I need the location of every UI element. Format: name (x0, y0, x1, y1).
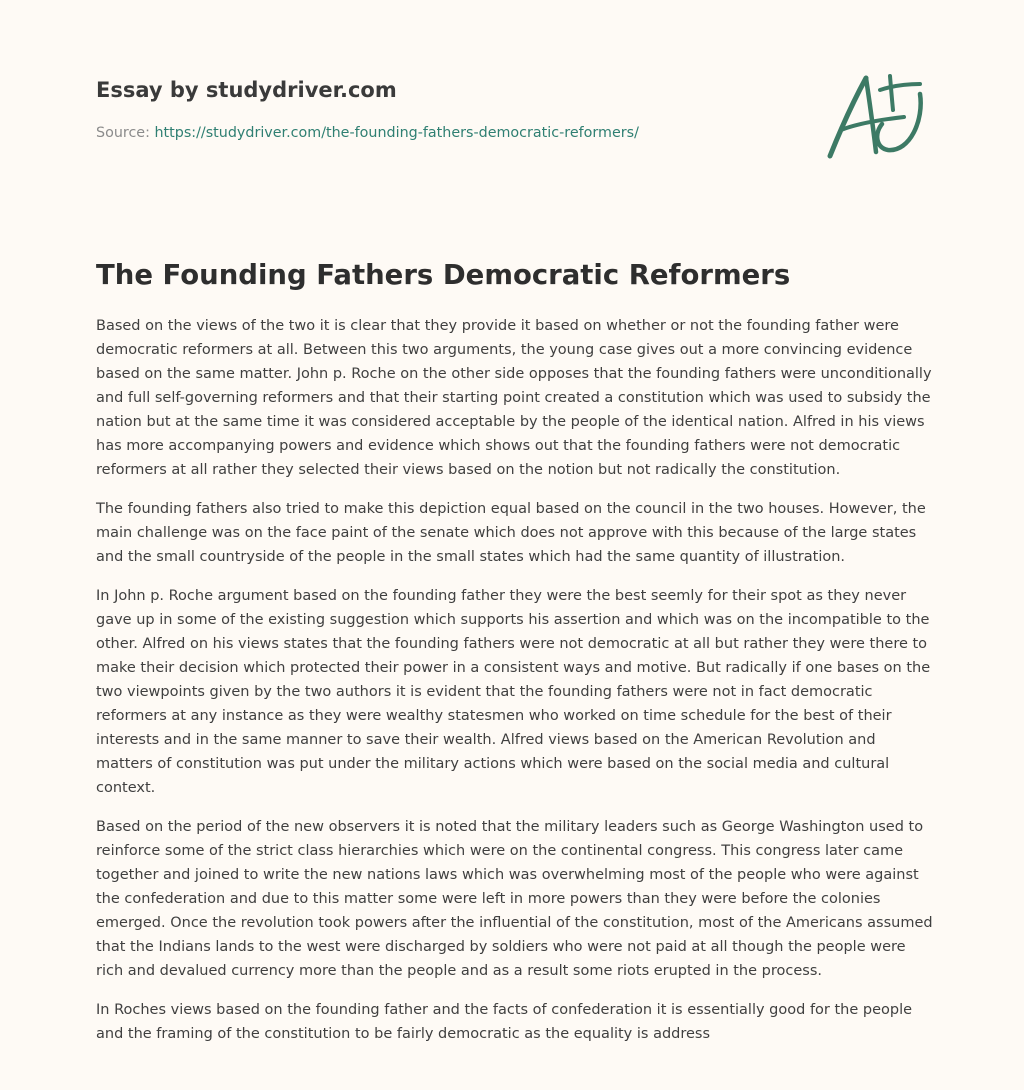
paragraph: The founding fathers also tried to make this depiction equal based on the council in the two houses. However, the main challenge was on the face paint of the senate which does not approve with this because of the large states and the small countryside of the people in the small states which had the same quantity of illustration. (96, 501, 926, 565)
source-line (96, 123, 639, 143)
site-title: Essay by studydriver.com (96, 78, 397, 102)
paragraph: In Roches views based on the founding father and the facts of confederation it is essentially good for the people and the framing of the constitution to be fairly democratic as the equality is address (96, 1002, 913, 1042)
paragraph: In John p. Roche argument based on the founding father they were the best seemly for their spot as they never gave up in some of the existing suggestion which supports his assertion and which was on the incompatible to the other. Alfred on his views states that the founding fathers were not democratic at all but rather they were there to make their decision which protected their power in a consistent ways and motive. But radically if one bases on the two viewpoints given by the two authors it is evident that the founding fathers were not in fact democratic reformers at any instance as they were wealthy statesmen who worked on time schedule for the best of their interests and in the same manner to save their wealth. Alfred views based on the American Revolution and matters of constitution was put under the military actions which were based on the social media and cultural context. (96, 588, 931, 796)
paragraph: Based on the views of the two it is clear that they provide it based on whether or not the founding father were democratic reformers at all. Between this two arguments, the young case gives out a more convincing evidence based on the same matter. John p. Roche on the other side opposes that the founding fathers were unconditionally and full self-governing reformers and that their starting point created a constitution which was used to subsidy the nation but at the same time it was considered acceptable by the people of the identical nation. Alfred in his views has more accompanying powers and evidence which shows out that the founding fathers were not democratic reformers at all rather they selected their views based on the notion but not radically the constitution. (96, 318, 932, 478)
paragraph: Based on the period of the new observers it is noted that the military leaders such as George Washington used to reinforce some of the strict class hierarchies which were on the continental congress. This congress later came together and joined to write the new nations laws which was overwhelming most of the people who were against the confederation and due to this matter some were left in more powers than they were before the colonies emerged. Once the revolution took powers after the influential of the constitution, most of the Americans assumed that the Indians lands to the west were discharged by soldiers who were not paid at all though the people were rich and devalued currency more than the people and as a result some riots erupted in the process. (96, 819, 933, 979)
source-label: Source: (96, 125, 155, 141)
source-link[interactable]: https://studydriver.com/the-founding-fathers-democratic-reformers/ (154, 125, 639, 141)
a-plus-logo (822, 68, 926, 164)
article-body (96, 314, 934, 1061)
article-title: The Founding Fathers Democratic Reformers (96, 259, 791, 291)
